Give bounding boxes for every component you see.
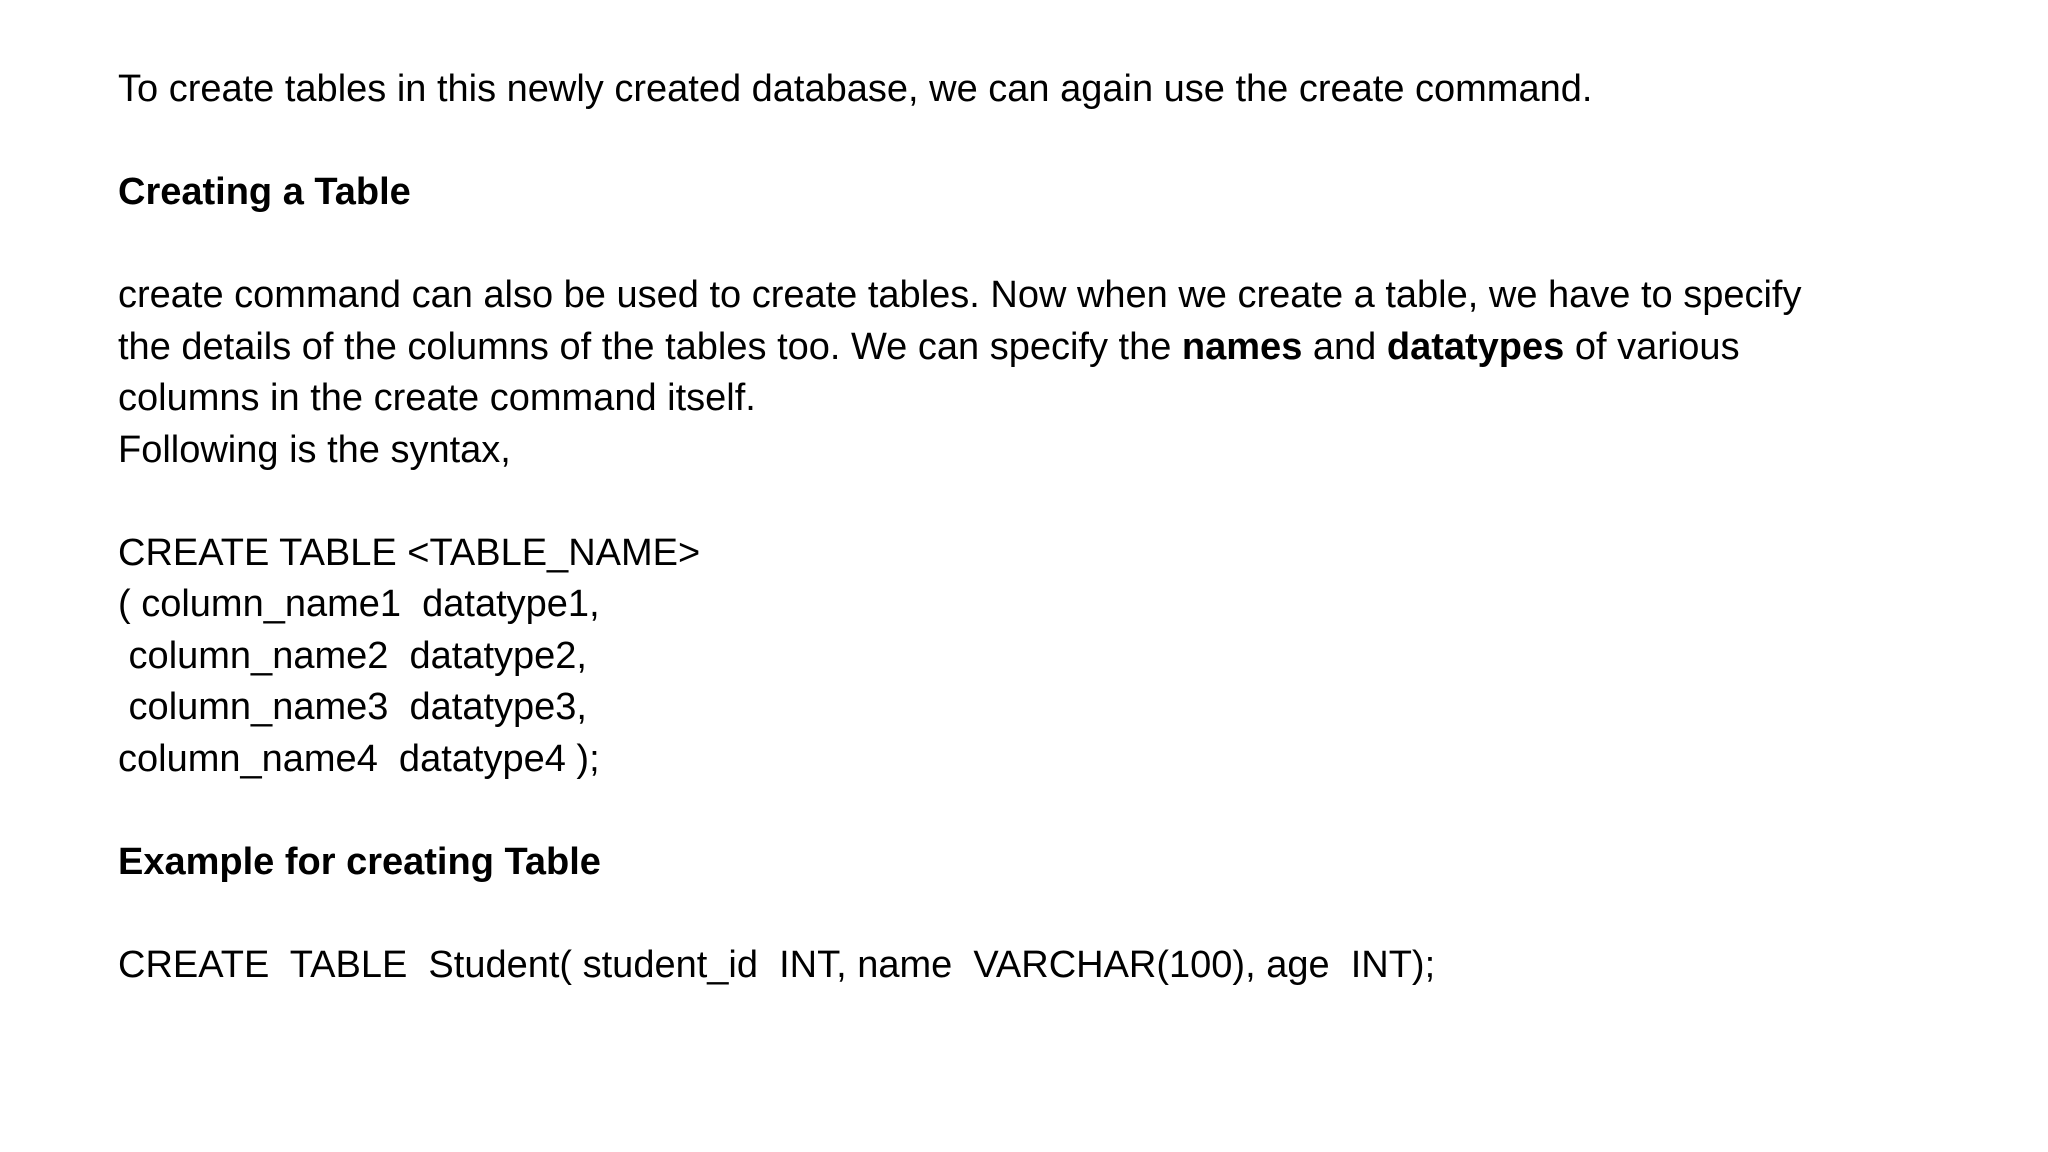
syntax-line: column_name2 datatype2, (118, 634, 587, 677)
paragraph-line-3: columns in the create command itself. (118, 377, 756, 419)
slide-content (118, 64, 1998, 991)
paragraph-line-2-post: of various (1564, 325, 1740, 368)
heading-creating-table: Creating a Table (118, 171, 411, 213)
paragraph-line-2 (118, 322, 1998, 374)
example-code: CREATE TABLE Student( student_id INT, name VARCHAR(100), age INT); (118, 943, 1436, 986)
syntax-line: ( column_name1 datatype1, (118, 583, 600, 625)
syntax-line: column_name4 datatype4 ); (118, 737, 600, 780)
spacer (118, 785, 1998, 837)
syntax-line: column_name3 datatype3, (118, 686, 587, 728)
spacer (118, 116, 1998, 168)
bold-names: names (1181, 325, 1303, 368)
syntax-block (118, 528, 1998, 786)
paragraph-line-2-pre: the details of the columns of the tables too. We can specify the (118, 325, 1182, 368)
paragraph-line-4: Following is the syntax, (118, 428, 511, 471)
paragraph-line-1: create command can also be used to create tables. Now when we create a table, we have to specify (118, 274, 1802, 316)
paragraph-line-2-mid: and (1302, 325, 1387, 368)
spacer (118, 888, 1998, 940)
spacer (118, 476, 1998, 528)
intro-text: To create tables in this newly created database, we can again use the create command. (118, 68, 1593, 110)
spacer (118, 219, 1998, 271)
syntax-line: CREATE TABLE <TABLE_NAME> (118, 531, 701, 574)
heading-example: Example for creating Table (118, 840, 601, 883)
bold-datatypes: datatypes (1386, 325, 1565, 368)
